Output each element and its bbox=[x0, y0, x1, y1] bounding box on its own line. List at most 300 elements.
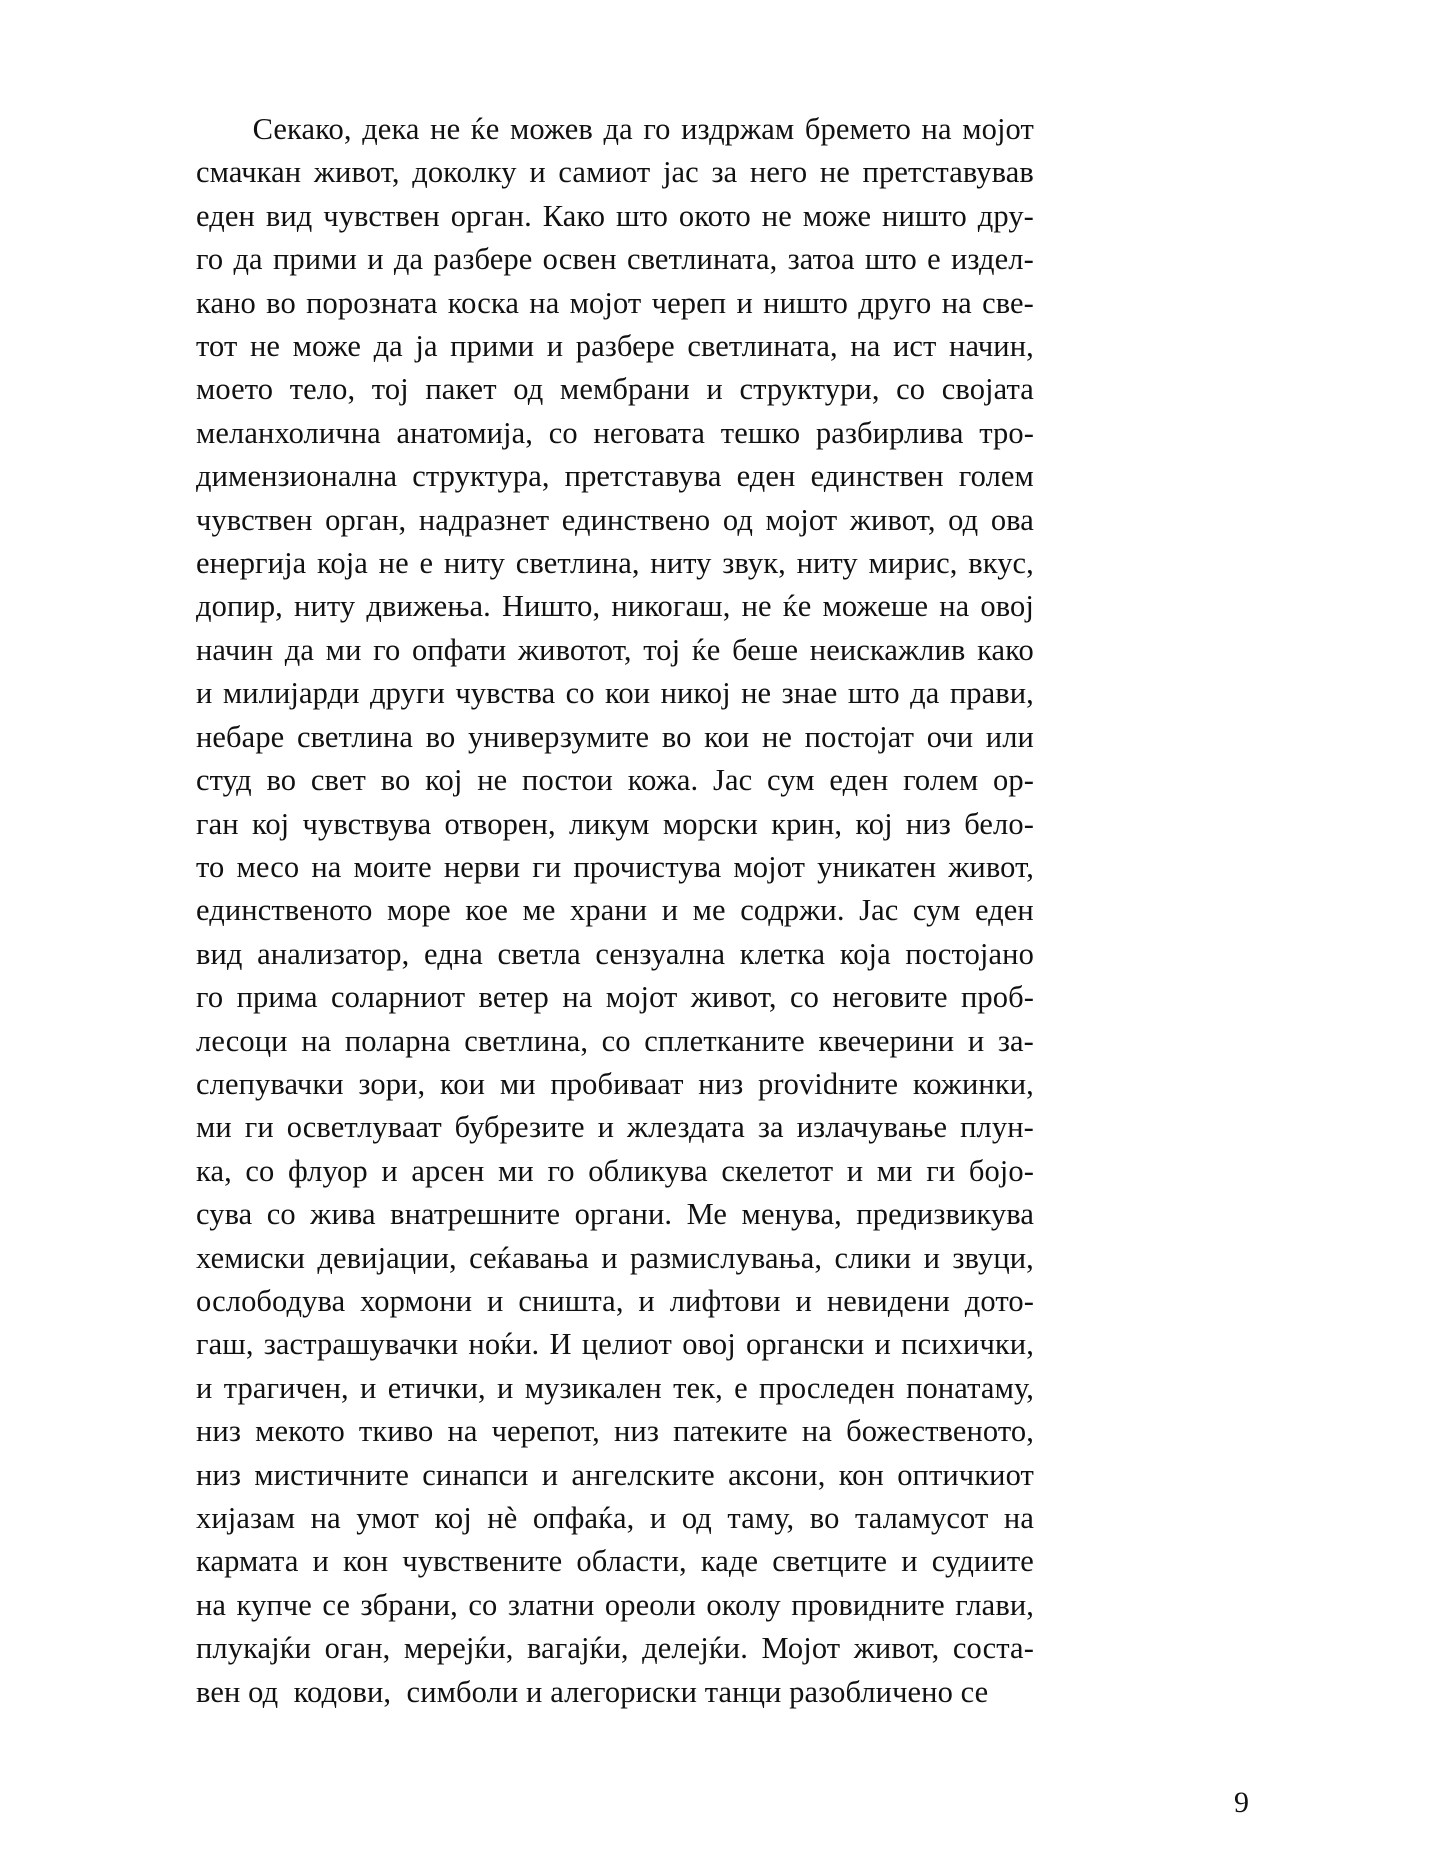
word: кано bbox=[196, 285, 256, 320]
word: бело- bbox=[964, 806, 1034, 841]
word: окото bbox=[678, 198, 751, 233]
word: ми bbox=[498, 1153, 534, 1188]
word: черепот, bbox=[491, 1414, 600, 1449]
word: за bbox=[757, 1110, 784, 1145]
word: ниту bbox=[443, 546, 506, 581]
word: череп bbox=[651, 285, 727, 320]
word: издел- bbox=[950, 242, 1034, 277]
word: еден bbox=[736, 459, 796, 494]
text-line bbox=[196, 108, 1034, 151]
word: и bbox=[901, 1544, 918, 1579]
word: музикален bbox=[524, 1370, 662, 1405]
word: на bbox=[301, 1023, 332, 1058]
word: трагичен, bbox=[223, 1370, 349, 1405]
word: од bbox=[513, 372, 544, 407]
word: движења. bbox=[366, 589, 491, 624]
word: со bbox=[468, 1587, 498, 1622]
word: може bbox=[292, 329, 361, 364]
word: кармата bbox=[196, 1544, 299, 1579]
word: во bbox=[380, 763, 411, 798]
text-line bbox=[196, 542, 1034, 585]
word: мистичните bbox=[254, 1457, 409, 1492]
word: порозната bbox=[306, 285, 438, 320]
word: го bbox=[196, 242, 224, 277]
word: психички, bbox=[901, 1327, 1034, 1362]
word: за- bbox=[997, 1023, 1034, 1058]
text-line bbox=[196, 1150, 1034, 1193]
word: анализатор, bbox=[257, 936, 410, 971]
word: што bbox=[864, 242, 917, 277]
word: мембрани bbox=[559, 372, 690, 407]
word: затоа bbox=[787, 242, 855, 277]
word: да bbox=[603, 112, 633, 146]
word: низ bbox=[196, 1457, 241, 1492]
word: може bbox=[802, 198, 872, 233]
word: кое bbox=[465, 893, 508, 928]
word: квечерини bbox=[818, 1023, 955, 1058]
word: да bbox=[284, 632, 315, 667]
word: коска bbox=[447, 285, 519, 320]
word: универзумите bbox=[467, 719, 650, 754]
word: овој bbox=[980, 589, 1034, 624]
word: бубрезите bbox=[454, 1110, 585, 1145]
word: сум bbox=[767, 763, 815, 798]
word: мекото bbox=[255, 1414, 345, 1449]
text-line bbox=[196, 1323, 1034, 1366]
word: ткиво bbox=[358, 1414, 434, 1449]
word: збрани, bbox=[360, 1587, 458, 1622]
word: оптичкиот bbox=[897, 1457, 1034, 1492]
word: неискажлив bbox=[809, 632, 966, 667]
word: не bbox=[477, 763, 508, 798]
word: светлина, bbox=[515, 546, 640, 581]
text-line bbox=[196, 889, 1034, 932]
word: светлина bbox=[296, 719, 414, 754]
word: нè bbox=[487, 1501, 518, 1535]
word: чувствен bbox=[196, 502, 313, 537]
word: Мојот bbox=[761, 1631, 841, 1666]
word: јас bbox=[662, 155, 699, 190]
word: еден bbox=[196, 198, 255, 233]
word: голем bbox=[903, 763, 979, 798]
word: внатрешните bbox=[390, 1197, 561, 1232]
word: не bbox=[761, 719, 792, 754]
word: постојат bbox=[804, 719, 915, 754]
word: слепувачки bbox=[196, 1066, 344, 1101]
text-line bbox=[196, 368, 1034, 411]
word: божественото, bbox=[846, 1414, 1034, 1449]
word: не bbox=[761, 198, 792, 233]
word: анатомија, bbox=[396, 415, 533, 450]
word: светла bbox=[497, 936, 581, 971]
word: и bbox=[546, 329, 564, 364]
word: тело, bbox=[289, 372, 356, 407]
word: ниту bbox=[796, 546, 858, 581]
word: зори, bbox=[358, 1066, 426, 1101]
word: уникатен bbox=[817, 849, 937, 884]
word: не bbox=[819, 155, 850, 190]
word: на bbox=[562, 980, 593, 1015]
word: кои bbox=[439, 1066, 486, 1101]
text-line bbox=[196, 1454, 1034, 1497]
word: и bbox=[874, 1327, 891, 1362]
word: го bbox=[373, 632, 401, 667]
word: на bbox=[310, 1501, 341, 1535]
word: чувствените bbox=[402, 1544, 563, 1579]
word: никогаш, bbox=[611, 589, 731, 624]
word: глави, bbox=[955, 1587, 1034, 1622]
word: морски bbox=[662, 806, 758, 841]
word: живот, bbox=[849, 502, 936, 537]
word: ангелските bbox=[571, 1457, 715, 1492]
word: ништо bbox=[882, 198, 967, 233]
word: сум bbox=[912, 893, 961, 928]
word: на bbox=[850, 329, 881, 364]
text-line bbox=[196, 803, 1034, 846]
word: ме bbox=[692, 893, 726, 928]
word: од bbox=[948, 502, 979, 537]
text-line bbox=[196, 759, 1034, 802]
word: живот, bbox=[313, 155, 400, 190]
word: прима bbox=[236, 980, 318, 1015]
word: единствен bbox=[810, 459, 944, 494]
text-line bbox=[196, 195, 1034, 238]
word: ка, bbox=[196, 1153, 232, 1188]
word: сплетканите bbox=[644, 1023, 805, 1058]
word: делејќи. bbox=[642, 1631, 748, 1666]
word: и bbox=[706, 372, 723, 407]
word: во bbox=[266, 285, 296, 320]
word: Како bbox=[542, 198, 606, 233]
word: providните bbox=[757, 1066, 899, 1101]
word: патеките bbox=[673, 1414, 788, 1449]
word: структура, bbox=[412, 459, 550, 494]
word: каде bbox=[700, 1544, 759, 1579]
text-line bbox=[196, 585, 1034, 628]
text-line bbox=[196, 238, 1034, 281]
word: ослободува bbox=[196, 1283, 346, 1318]
word: го bbox=[643, 112, 671, 146]
text-line bbox=[196, 1367, 1034, 1410]
word: кожа. bbox=[627, 763, 699, 798]
word: сеќавања bbox=[469, 1240, 589, 1275]
text-line bbox=[196, 846, 1034, 889]
word: што bbox=[616, 198, 668, 233]
word: и bbox=[923, 1240, 941, 1275]
word: неговите bbox=[832, 980, 948, 1015]
word: предизвикува bbox=[856, 1197, 1034, 1232]
word: и bbox=[601, 1240, 618, 1275]
word: мерејќи, bbox=[403, 1631, 514, 1666]
word: начин, bbox=[949, 329, 1034, 364]
word: отворен, bbox=[444, 806, 556, 841]
text-line bbox=[196, 716, 1034, 759]
word: да bbox=[393, 242, 424, 277]
word: моите bbox=[353, 849, 432, 884]
word: светците bbox=[772, 1544, 888, 1579]
word: сензуална bbox=[595, 936, 726, 971]
word: све- bbox=[982, 285, 1034, 320]
word: со bbox=[245, 1153, 275, 1188]
word: знае bbox=[781, 676, 838, 711]
word: пробиваат bbox=[550, 1066, 684, 1101]
word: начин bbox=[196, 632, 274, 667]
word: тој bbox=[371, 372, 409, 407]
word: ништо bbox=[763, 285, 848, 320]
word: бремето bbox=[804, 112, 911, 146]
text-line bbox=[196, 325, 1034, 368]
word: прими bbox=[272, 242, 357, 277]
word: и bbox=[795, 1283, 812, 1318]
word: Ме bbox=[686, 1197, 728, 1232]
word: низ bbox=[698, 1066, 744, 1101]
word: осветлуваат bbox=[286, 1110, 442, 1145]
text-line bbox=[196, 1584, 1034, 1627]
word: синапси bbox=[422, 1457, 529, 1492]
word: на bbox=[1003, 1501, 1034, 1535]
word: и bbox=[196, 1370, 213, 1405]
word: во bbox=[809, 1501, 840, 1535]
word: размислувања, bbox=[630, 1240, 823, 1275]
text-line bbox=[196, 282, 1034, 325]
word: мојот bbox=[605, 980, 678, 1015]
word: со bbox=[789, 980, 819, 1015]
text-line bbox=[196, 672, 1034, 715]
word: ги bbox=[926, 1153, 956, 1188]
word: голем bbox=[958, 459, 1034, 494]
word: мојот bbox=[569, 285, 642, 320]
word: и bbox=[846, 1153, 864, 1188]
word: низ bbox=[196, 1414, 241, 1449]
word: умот bbox=[356, 1501, 419, 1535]
word: лесоци bbox=[196, 1023, 288, 1058]
word: никој bbox=[660, 676, 731, 711]
text-line bbox=[196, 1280, 1034, 1323]
word: светлина, bbox=[464, 1023, 589, 1058]
word: и bbox=[497, 1370, 514, 1405]
word: смачкан bbox=[196, 155, 302, 190]
word: флуор bbox=[288, 1153, 368, 1188]
word: ист bbox=[892, 329, 937, 364]
word: на bbox=[196, 1587, 227, 1622]
word: соста- bbox=[952, 1631, 1034, 1666]
word: и bbox=[736, 285, 753, 320]
word: кој bbox=[434, 1501, 472, 1535]
word: хијазам bbox=[196, 1501, 296, 1535]
word: моето bbox=[196, 372, 274, 407]
word: димензионална bbox=[196, 459, 398, 494]
word: дото- bbox=[964, 1283, 1034, 1318]
word: орган, bbox=[325, 502, 407, 537]
word: звук, bbox=[722, 546, 786, 581]
word: постојано bbox=[905, 936, 1034, 971]
word: ниту bbox=[294, 589, 356, 624]
word: тој bbox=[643, 632, 681, 667]
word: содржи. bbox=[740, 893, 845, 928]
word: енергија bbox=[196, 546, 307, 581]
word: овој bbox=[682, 1327, 736, 1362]
word: и bbox=[967, 1023, 985, 1058]
word: на bbox=[921, 112, 952, 146]
word: кон bbox=[838, 1457, 884, 1492]
word: Секако, bbox=[252, 112, 352, 146]
word: не bbox=[741, 676, 772, 711]
word: ветер bbox=[478, 980, 549, 1015]
word: кој bbox=[251, 806, 290, 841]
word: и bbox=[529, 155, 546, 190]
word: плукајќи bbox=[196, 1631, 312, 1666]
word: ќе bbox=[691, 632, 721, 667]
word: претставував bbox=[862, 155, 1034, 190]
word: не bbox=[378, 546, 409, 581]
word: прими bbox=[450, 329, 535, 364]
word: и bbox=[541, 1457, 559, 1492]
word: ми bbox=[325, 632, 362, 667]
word: девијации, bbox=[317, 1240, 457, 1275]
word: на bbox=[447, 1414, 478, 1449]
text-line bbox=[196, 455, 1034, 498]
word: ќе bbox=[782, 589, 812, 624]
word: тро- bbox=[979, 415, 1034, 450]
word: е bbox=[927, 242, 941, 277]
word: прави, bbox=[949, 676, 1034, 711]
word: на bbox=[939, 589, 970, 624]
word: плун- bbox=[960, 1110, 1034, 1145]
word: златни bbox=[507, 1587, 595, 1622]
word: други bbox=[369, 676, 445, 711]
word: на bbox=[311, 849, 342, 884]
word: која bbox=[839, 936, 891, 971]
word: таму, bbox=[727, 1501, 795, 1535]
text-line bbox=[196, 499, 1034, 542]
word: беше bbox=[732, 632, 799, 667]
word: лифтови bbox=[669, 1283, 781, 1318]
text-line bbox=[196, 976, 1034, 1019]
word: да bbox=[373, 329, 403, 364]
word: и bbox=[597, 1110, 615, 1145]
word: кожинки, bbox=[912, 1066, 1034, 1101]
word: на bbox=[529, 285, 560, 320]
word: светлината, bbox=[687, 329, 838, 364]
word: вид bbox=[196, 936, 243, 971]
word: од bbox=[722, 502, 753, 537]
word: го bbox=[547, 1153, 575, 1188]
word: на bbox=[941, 285, 972, 320]
word: да bbox=[910, 676, 940, 711]
word: можев bbox=[509, 112, 593, 146]
word: светлината, bbox=[626, 242, 778, 277]
word: клетка bbox=[739, 936, 826, 971]
word: што bbox=[847, 676, 900, 711]
word: опфати bbox=[411, 632, 507, 667]
word: Јас bbox=[713, 763, 753, 798]
word: звуци, bbox=[952, 1240, 1034, 1275]
word: живот, bbox=[853, 1631, 940, 1666]
word: во bbox=[266, 763, 297, 798]
word: крин, bbox=[771, 806, 843, 841]
word: дека bbox=[362, 112, 420, 146]
word: Ништо, bbox=[501, 589, 601, 624]
word: пакет bbox=[425, 372, 497, 407]
text-line bbox=[196, 1497, 1034, 1540]
word: ореоли bbox=[604, 1587, 696, 1622]
word: својата bbox=[941, 372, 1034, 407]
word: оган, bbox=[324, 1631, 391, 1666]
word: мојот bbox=[765, 502, 838, 537]
word: и bbox=[312, 1544, 329, 1579]
word: и bbox=[367, 242, 384, 277]
word: и bbox=[638, 1283, 655, 1318]
word: ја bbox=[415, 329, 438, 364]
word: кои bbox=[605, 676, 651, 711]
text-line bbox=[196, 1020, 1034, 1063]
word: дру- bbox=[977, 198, 1034, 233]
word: кој bbox=[855, 806, 893, 841]
word: една bbox=[423, 936, 483, 971]
word: хормони bbox=[360, 1283, 473, 1318]
word: го bbox=[196, 980, 224, 1015]
text-run: вен од кодови, симболи и алегориски танци разобличено се bbox=[196, 1674, 989, 1709]
word: околу bbox=[706, 1587, 781, 1622]
text-line bbox=[196, 933, 1034, 976]
word: допир, bbox=[196, 589, 283, 624]
word: менува, bbox=[741, 1197, 842, 1232]
word: Јас bbox=[859, 893, 899, 928]
word: претставува bbox=[564, 459, 722, 494]
word: целиот bbox=[581, 1327, 672, 1362]
text-line bbox=[196, 1237, 1034, 1280]
word: единствено bbox=[561, 502, 711, 537]
word: сува bbox=[196, 1197, 253, 1232]
word: со bbox=[601, 1023, 631, 1058]
word: ми bbox=[876, 1153, 913, 1188]
word: на bbox=[801, 1414, 832, 1449]
word: доколку bbox=[412, 155, 517, 190]
text-line bbox=[196, 151, 1034, 194]
word: да bbox=[233, 242, 263, 277]
text-line bbox=[196, 1106, 1034, 1149]
word: нерви bbox=[443, 849, 521, 884]
word: чувства bbox=[455, 676, 556, 711]
text-line bbox=[196, 1410, 1034, 1453]
text-line bbox=[196, 412, 1034, 455]
word: ниту bbox=[650, 546, 712, 581]
word: месо bbox=[236, 849, 300, 884]
word: меланхолична bbox=[196, 415, 381, 450]
word: милијарди bbox=[222, 676, 360, 711]
word: тот bbox=[196, 329, 238, 364]
word: органи. bbox=[574, 1197, 673, 1232]
word: ги bbox=[532, 849, 562, 884]
word: судиите bbox=[931, 1544, 1034, 1579]
page-number: 9 bbox=[1234, 1786, 1249, 1819]
word: тешко bbox=[720, 415, 801, 450]
word: ми bbox=[196, 1110, 232, 1145]
word: и bbox=[487, 1283, 504, 1318]
word: области, bbox=[576, 1544, 687, 1579]
word: мирис, bbox=[868, 546, 958, 581]
word: и bbox=[661, 893, 679, 928]
word: опфаќа, bbox=[532, 1501, 635, 1535]
text-line bbox=[196, 1193, 1034, 1236]
word: очи bbox=[926, 719, 974, 754]
word: кој bbox=[425, 763, 463, 798]
word: слики bbox=[834, 1240, 912, 1275]
word: со bbox=[565, 676, 595, 711]
word: животот, bbox=[517, 632, 632, 667]
word: невидени bbox=[826, 1283, 950, 1318]
word: ор- bbox=[993, 763, 1034, 798]
